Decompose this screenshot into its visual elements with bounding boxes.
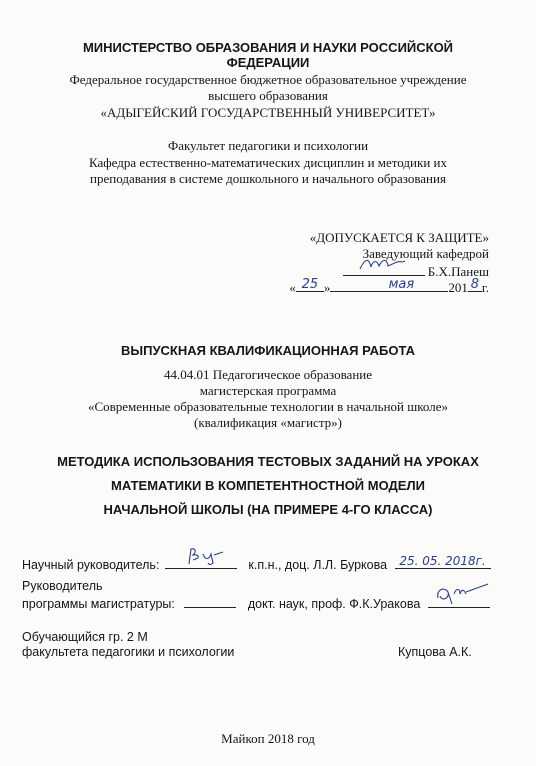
advisor-row — [22, 555, 491, 573]
program-name: «Современные образовательные технологии в начальной школе» — [87, 399, 449, 414]
advisor-signature — [183, 546, 227, 566]
head-of-department-label: Заведующий кафедрой — [362, 246, 489, 261]
institution-line-1: Федеральное государственное бюджетное образовательное учреждение — [69, 72, 467, 87]
advisor-date-handwritten: 25. 05. 2018г. — [399, 554, 486, 568]
program-head-row — [22, 594, 490, 612]
work-type: ВЫПУСКНАЯ КВАЛИФИКАЦИОННАЯ РАБОТА — [120, 343, 415, 358]
program-type: магистерская программа — [199, 383, 337, 398]
year-digit-field — [468, 278, 482, 292]
year-digit-handwritten: 8 — [470, 277, 480, 292]
topic-line-3: НАЧАЛЬНОЙ ШКОЛЫ (НА ПРИМЕРЕ 4-ГО КЛАССА) — [103, 502, 433, 517]
head-signature-line — [343, 262, 425, 276]
city-year: Майкоп 2018 год — [221, 731, 315, 746]
advisor-signature-line — [165, 555, 237, 569]
program-head-info: докт. наук, проф. Ф.К.Уракова — [247, 597, 421, 611]
head-signature — [357, 256, 407, 272]
student-faculty: факультета педагогики и психологии — [22, 645, 235, 659]
advisor-date-field — [395, 555, 491, 569]
program-head-signature-line — [428, 594, 490, 608]
university-name: «АДЫГЕЙСКИЙ ГОСУДАРСТВЕННЫЙ УНИВЕРСИТЕТ» — [100, 105, 436, 120]
topic-line-1: МЕТОДИКА ИСПОЛЬЗОВАНИЯ ТЕСТОВЫХ ЗАДАНИЙ НА УРОКАХ — [57, 454, 479, 469]
program-head-signature — [430, 582, 492, 606]
department-line-2: преподавания в системе дошкольного и начального образования — [90, 171, 446, 186]
topic-line-2: МАТЕМАТИКИ В КОМПЕТЕНТНОСТНОЙ МОДЕЛИ — [111, 478, 425, 493]
month-handwritten: мая — [388, 277, 415, 292]
advisor-label: Научный руководитель: — [22, 558, 160, 572]
student-label: Обучающийся гр. 2 М — [22, 630, 148, 644]
qualification: (квалификация «магистр») — [194, 415, 342, 430]
program-head-label-2: программы магистратуры: — [22, 597, 175, 611]
year-suffix: г. — [481, 280, 489, 295]
day-handwritten: 25 — [301, 277, 319, 292]
quote-close: » — [323, 280, 331, 295]
day-field — [296, 278, 324, 292]
approval-date — [289, 278, 489, 295]
program-head-blank — [184, 594, 236, 608]
speciality-code: 44.04.01 Педагогическое образование — [163, 367, 373, 382]
ministry-line-2: ФЕДЕРАЦИИ — [226, 55, 310, 70]
institution-line-2: высшего образования — [208, 88, 328, 103]
advisor-info: к.п.н., доц. Л.Л. Буркова — [248, 558, 388, 572]
department-line-1: Кафедра естественно-математических дисциплин и методики их — [88, 155, 447, 170]
approval-title: «ДОПУСКАЕТСЯ К ЗАЩИТЕ» — [309, 230, 489, 245]
head-of-department-name: Б.Х.Панеш — [427, 264, 489, 279]
student-name: Купцова А.К. — [398, 645, 472, 659]
ministry-line-1: МИНИСТЕРСТВО ОБРАЗОВАНИЯ И НАУКИ РОССИЙСКОЙ — [82, 40, 454, 55]
month-field — [330, 278, 448, 292]
year-prefix: 201 — [448, 280, 468, 295]
program-head-label-1: Руководитель — [22, 579, 103, 593]
head-of-department-line — [343, 262, 490, 279]
quote-open: « — [289, 280, 296, 295]
faculty-name: Факультет педагогики и психологии — [167, 138, 369, 153]
